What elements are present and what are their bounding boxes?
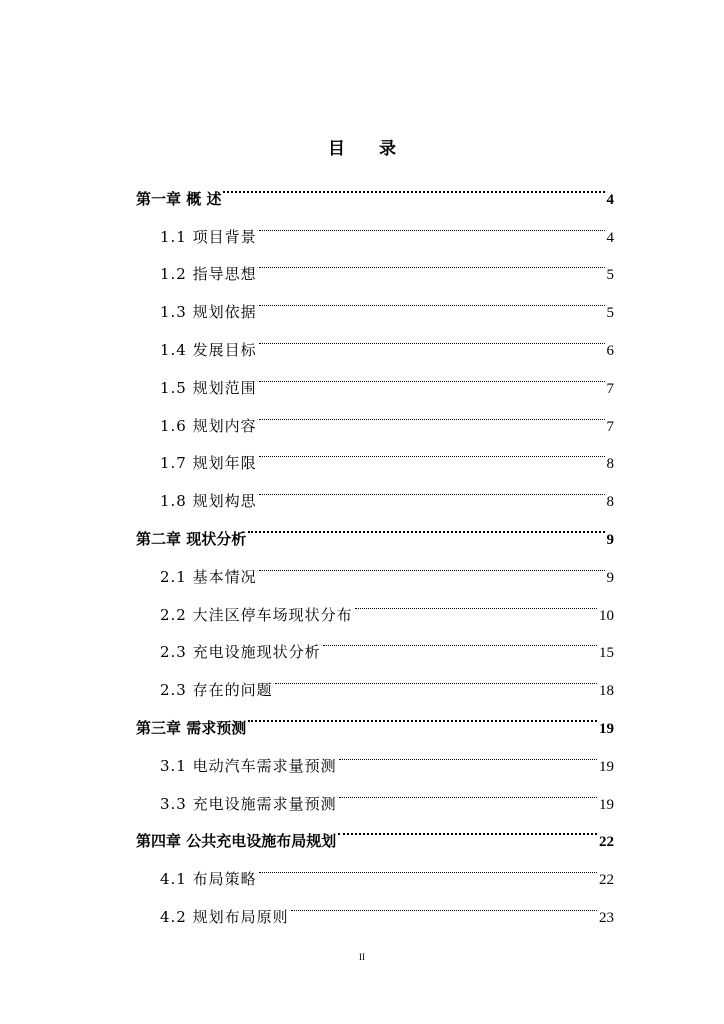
toc-entry-page-number: 22 bbox=[599, 872, 614, 889]
toc-entry-page-number: 7 bbox=[606, 380, 614, 397]
toc-dot-leader bbox=[259, 204, 605, 242]
toc-dot-leader bbox=[259, 468, 605, 506]
toc-dot-leader bbox=[339, 733, 597, 771]
toc-entry-page-number: 15 bbox=[599, 645, 614, 662]
toc-entry-label: 第二章 现状分析 bbox=[136, 529, 247, 548]
toc-entry-page-number: 9 bbox=[606, 569, 614, 586]
toc-entry-label: 1.7 规划年限 bbox=[160, 454, 257, 473]
toc-entry-label: 2.3 充电设施现状分析 bbox=[160, 643, 321, 662]
toc-entry-page-number: 23 bbox=[599, 909, 614, 926]
toc-dot-leader bbox=[338, 809, 597, 847]
toc-entry-page-number: 5 bbox=[606, 267, 614, 284]
toc-entry-label: 1.3 规划依据 bbox=[160, 303, 257, 322]
toc-dot-leader bbox=[339, 771, 597, 809]
toc-entry-page-number: 4 bbox=[606, 191, 614, 208]
toc-dot-leader bbox=[323, 620, 597, 658]
toc-entry-label: 第四章 公共充电设施布局规划 bbox=[136, 832, 337, 851]
toc-dot-leader bbox=[223, 166, 604, 204]
toc-entry-label: 1.6 规划内容 bbox=[160, 416, 257, 435]
toc-dot-leader bbox=[259, 846, 597, 884]
toc-entry-label: 1.4 发展目标 bbox=[160, 340, 257, 359]
toc-entry-label: 4.1 布局策略 bbox=[160, 870, 257, 889]
toc-entry-page-number: 7 bbox=[606, 418, 614, 435]
toc-entry-label: 3.3 充电设施需求量预测 bbox=[160, 794, 337, 813]
toc-dot-leader bbox=[291, 884, 597, 922]
toc-entry-label: 第一章 概 述 bbox=[136, 189, 222, 208]
toc-dot-leader bbox=[259, 242, 605, 280]
page-number: II bbox=[359, 952, 365, 962]
toc-entry-label: 3.1 电动汽车需求量预测 bbox=[160, 756, 337, 775]
toc-entry-label: 4.2 规划布局原则 bbox=[160, 907, 289, 926]
toc-entry-page-number: 19 bbox=[599, 758, 614, 775]
toc-entry-page-number: 18 bbox=[599, 683, 614, 700]
toc-dot-leader bbox=[275, 657, 597, 695]
toc-entry-label: 1.2 指导思想 bbox=[160, 265, 257, 284]
toc-entry-label: 1.5 规划范围 bbox=[160, 378, 257, 397]
toc-entry-page-number: 22 bbox=[599, 834, 614, 851]
toc-entry-page-number: 10 bbox=[599, 607, 614, 624]
toc-entry-page-number: 9 bbox=[606, 531, 614, 548]
toc-entry-label: 2.1 基本情况 bbox=[160, 567, 257, 586]
toc-entry-page-number: 19 bbox=[599, 796, 614, 813]
toc-entry-label: 1.1 项目背景 bbox=[160, 227, 257, 246]
toc-dot-leader bbox=[248, 695, 597, 733]
toc-entry-page-number: 6 bbox=[606, 342, 614, 359]
toc-list bbox=[136, 166, 614, 926]
toc-entry-label: 2.2 大洼区停车场现状分布 bbox=[160, 605, 353, 624]
toc-dot-leader bbox=[259, 355, 605, 393]
toc-dot-leader bbox=[355, 582, 597, 620]
toc-dot-leader bbox=[259, 279, 605, 317]
toc-entry-page-number: 8 bbox=[606, 456, 614, 473]
toc-entry-label: 1.8 规划构思 bbox=[160, 492, 257, 511]
toc-dot-leader bbox=[259, 544, 605, 582]
toc-entry-label: 第三章 需求预测 bbox=[136, 718, 247, 737]
toc-entry-page-number: 19 bbox=[599, 720, 614, 737]
toc-entry-page-number: 5 bbox=[606, 305, 614, 322]
toc-dot-leader bbox=[259, 317, 605, 355]
toc-dot-leader bbox=[248, 506, 604, 544]
toc-chapter-entry[interactable] bbox=[136, 166, 614, 208]
toc-title: 目 录 bbox=[328, 139, 410, 159]
toc-entry-page-number: 8 bbox=[606, 494, 614, 511]
toc-dot-leader bbox=[259, 393, 605, 431]
toc-entry-page-number: 4 bbox=[606, 229, 614, 246]
toc-entry-label: 2.3 存在的问题 bbox=[160, 681, 273, 700]
toc-dot-leader bbox=[259, 431, 605, 469]
